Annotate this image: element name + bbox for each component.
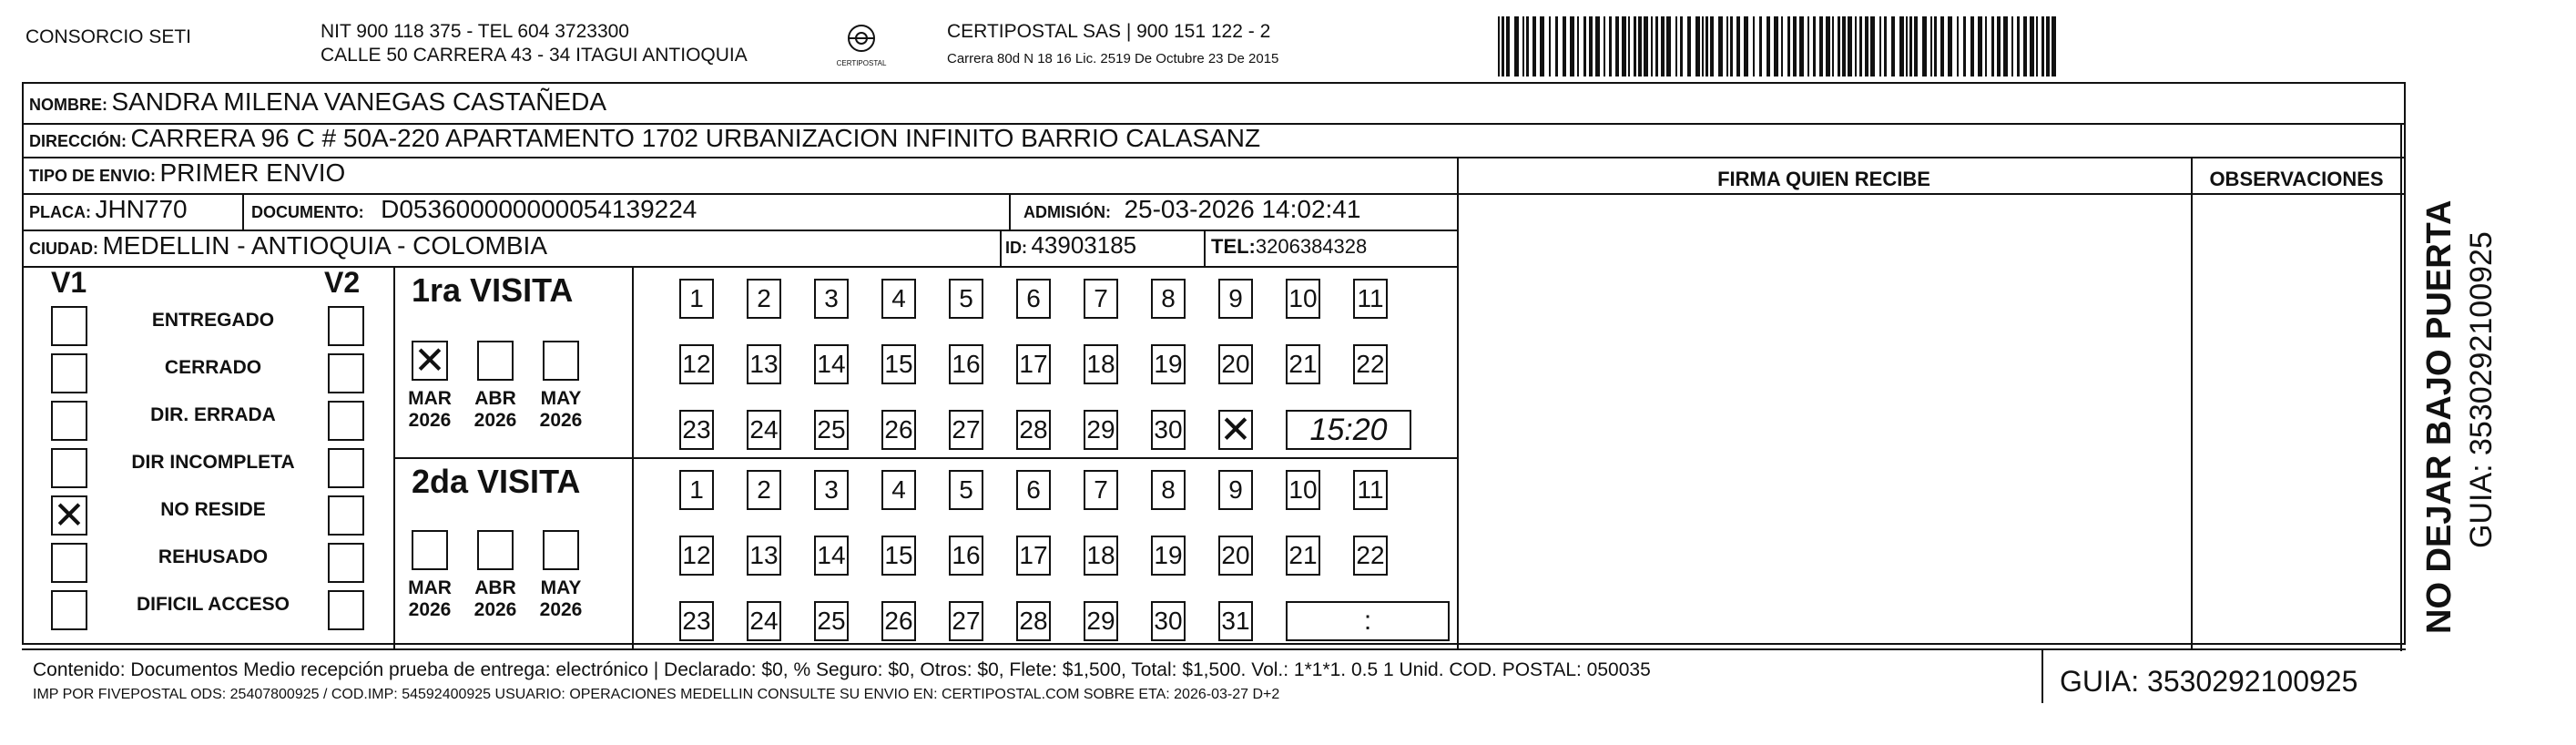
v1-check-mark: ✕ [53, 494, 86, 536]
v1-checkbox[interactable] [51, 448, 87, 488]
day-16[interactable]: 16 [949, 536, 983, 576]
footer-guia: GUIA: 3530292100925 [2060, 665, 2358, 698]
month-label: MAY [540, 577, 582, 598]
rule [1000, 230, 1002, 266]
day-8[interactable]: 8 [1151, 470, 1186, 510]
license-line: Carrera 80d N 18 16 Lic. 2519 De Octubre 23 De 2015 [947, 51, 1279, 66]
day-3[interactable]: 3 [814, 279, 849, 319]
day-6[interactable]: 6 [1016, 470, 1051, 510]
signature-header: FIRMA QUIEN RECIBE [1717, 168, 1930, 190]
month-label: MAR [408, 577, 452, 598]
certipostal-logo [836, 22, 887, 69]
content-line: Contenido: Documentos Medio recepción prueba de entrega: electrónico | Declarado: $0, % Seguro: $0, Otros: $0, Flete: $1,500, Total: $1,500. Vol.: 1*1*1. 0.5 1 Unid. COD. POSTAL: 050035 [33, 659, 1651, 680]
name-row [29, 87, 606, 117]
month-label: MAY [540, 388, 582, 409]
status-label: NO RESIDE [160, 499, 266, 520]
day-26[interactable]: 26 [881, 601, 916, 641]
id-number: 43903185 [1031, 231, 1137, 259]
admission-date: 25-03-2026 14:02:41 [1124, 195, 1361, 223]
day-14[interactable]: 14 [814, 344, 849, 384]
day-22[interactable]: 22 [1353, 536, 1388, 576]
day-4[interactable]: 4 [881, 470, 916, 510]
tel-label: TEL: [1211, 235, 1256, 258]
rule [22, 648, 2406, 650]
day-4[interactable]: 4 [881, 279, 916, 319]
day-30[interactable]: 30 [1151, 601, 1186, 641]
v1-checkbox[interactable] [51, 401, 87, 441]
day-22[interactable]: 22 [1353, 344, 1388, 384]
day-25[interactable]: 25 [814, 410, 849, 450]
v1-checkbox[interactable] [51, 306, 87, 346]
month-label: MAR [408, 388, 452, 409]
day-17[interactable]: 17 [1016, 344, 1051, 384]
send-type: PRIMER ENVIO [159, 158, 346, 187]
side-guia: GUIA: 3530292100925 [2464, 231, 2499, 548]
rule [393, 457, 1457, 459]
day-6[interactable]: 6 [1016, 279, 1051, 319]
day-1[interactable]: 1 [679, 279, 714, 319]
logo-text: CERTIPOSTAL [836, 59, 887, 67]
doc-label: DOCUMENTO: [251, 203, 364, 221]
day-14[interactable]: 14 [814, 536, 849, 576]
month-check-mark: ✕ [413, 339, 446, 382]
visit-time-field[interactable]: : [1286, 601, 1450, 641]
observations-header: OBSERVACIONES [2209, 168, 2384, 190]
id-row [1005, 231, 1136, 260]
day-25[interactable]: 25 [814, 601, 849, 641]
status-label: DIR INCOMPLETA [131, 452, 295, 473]
day-20[interactable]: 20 [1218, 536, 1253, 576]
address-row [29, 124, 1260, 153]
day-13[interactable]: 13 [747, 344, 781, 384]
v2-checkbox[interactable] [328, 353, 364, 393]
barcode [1498, 16, 2062, 77]
day-19[interactable]: 19 [1151, 536, 1186, 576]
status-label: DIFICIL ACCESO [136, 594, 290, 615]
month-checkbox-mar[interactable] [412, 530, 448, 570]
day-7[interactable]: 7 [1084, 279, 1118, 319]
day-23[interactable]: 23 [679, 410, 714, 450]
day-9[interactable]: 9 [1218, 279, 1253, 319]
day-10[interactable]: 10 [1286, 470, 1320, 510]
status-label: ENTREGADO [151, 310, 275, 331]
city: MEDELLIN - ANTIOQUIA - COLOMBIA [102, 231, 547, 260]
day-31[interactable]: 31 [1218, 601, 1253, 641]
month-label: ABR [474, 577, 516, 598]
rule [22, 157, 2406, 158]
document-number: D053600000000054139224 [381, 195, 697, 223]
observations-area[interactable] [2193, 195, 2398, 647]
year-label: 2026 [408, 599, 452, 620]
plate-label: PLACA: [29, 203, 91, 221]
year-label: 2026 [473, 410, 517, 431]
day-5[interactable]: 5 [949, 470, 983, 510]
day-10[interactable]: 10 [1286, 279, 1320, 319]
day-24[interactable]: 24 [747, 410, 781, 450]
rule [22, 266, 1459, 268]
year-label: 2026 [473, 599, 517, 620]
visit1-title: 1ra VISITA [412, 271, 574, 309]
v2-checkbox[interactable] [328, 401, 364, 441]
day-15[interactable]: 15 [881, 536, 916, 576]
status-label: CERRADO [164, 357, 262, 378]
day-1[interactable]: 1 [679, 470, 714, 510]
day-15[interactable]: 15 [881, 344, 916, 384]
day-30[interactable]: 30 [1151, 410, 1186, 450]
year-label: 2026 [539, 410, 583, 431]
month-checkbox-abr[interactable] [477, 530, 514, 570]
v2-label: V2 [324, 266, 361, 299]
day-13[interactable]: 13 [747, 536, 781, 576]
day-18[interactable]: 18 [1084, 536, 1118, 576]
no-dejar-warning: NO DEJAR BAJO PUERTA [2420, 199, 2459, 634]
day-16[interactable]: 16 [949, 344, 983, 384]
day-5[interactable]: 5 [949, 279, 983, 319]
v2-checkbox[interactable] [328, 590, 364, 630]
day-23[interactable]: 23 [679, 601, 714, 641]
day-3[interactable]: 3 [814, 470, 849, 510]
company-address: CALLE 50 CARRERA 43 - 34 ITAGUI ANTIOQUIA [321, 45, 748, 66]
send-type-row [29, 158, 345, 188]
v1-checkbox[interactable] [51, 543, 87, 583]
day-27[interactable]: 27 [949, 410, 983, 450]
day-12[interactable]: 12 [679, 536, 714, 576]
address-label: DIRECCIÓN: [29, 132, 127, 150]
v1-checkbox[interactable] [51, 353, 87, 393]
rule [1009, 193, 1011, 230]
visit-time-field[interactable]: 15:20 [1286, 410, 1411, 450]
recipient-address: CARRERA 96 C # 50A-220 APARTAMENTO 1702 URBANIZACION INFINITO BARRIO CALASANZ [130, 124, 1261, 152]
city-label: CIUDAD: [29, 240, 98, 258]
v2-checkbox[interactable] [328, 448, 364, 488]
month-label: ABR [474, 388, 516, 409]
day-20[interactable]: 20 [1218, 344, 1253, 384]
day-18[interactable]: 18 [1084, 344, 1118, 384]
year-label: 2026 [539, 599, 583, 620]
rule [632, 266, 634, 648]
v2-checkbox[interactable] [328, 543, 364, 583]
tel-row [1211, 235, 1367, 259]
day-11[interactable]: 11 [1353, 279, 1388, 319]
day-17[interactable]: 17 [1016, 536, 1051, 576]
id-label: ID: [1005, 239, 1027, 257]
nit-line: NIT 900 118 375 - TEL 604 3723300 [321, 21, 629, 42]
plate-row [29, 195, 188, 224]
document-row [251, 195, 697, 224]
company-name: CONSORCIO SETI [25, 26, 192, 47]
status-label: DIR. ERRADA [150, 404, 276, 425]
name-label: NOMBRE: [29, 96, 107, 114]
v2-checkbox[interactable] [328, 495, 364, 536]
day-28[interactable]: 28 [1016, 601, 1051, 641]
day-27[interactable]: 27 [949, 601, 983, 641]
v1-label: V1 [51, 266, 87, 299]
month-checkbox-may[interactable] [543, 530, 579, 570]
day-19[interactable]: 19 [1151, 344, 1186, 384]
day-21[interactable]: 21 [1286, 344, 1320, 384]
month-checkbox-may[interactable] [543, 341, 579, 381]
visit2-title: 2da VISITA [412, 463, 581, 500]
day-24[interactable]: 24 [747, 601, 781, 641]
day-2[interactable]: 2 [747, 470, 781, 510]
rule [242, 193, 244, 230]
tel-number: 3206384328 [1255, 235, 1368, 258]
send-type-label: TIPO DE ENVIO: [29, 167, 157, 185]
plate: JHN770 [95, 195, 188, 223]
rule [1204, 230, 1206, 266]
day-29[interactable]: 29 [1084, 410, 1118, 450]
day-7[interactable]: 7 [1084, 470, 1118, 510]
day-21[interactable]: 21 [1286, 536, 1320, 576]
day-29[interactable]: 29 [1084, 601, 1118, 641]
day-8[interactable]: 8 [1151, 279, 1186, 319]
day-9[interactable]: 9 [1218, 470, 1253, 510]
admission-row [1023, 195, 1360, 224]
day-2[interactable]: 2 [747, 279, 781, 319]
status-label: REHUSADO [158, 546, 269, 567]
v1-checkbox[interactable] [51, 590, 87, 630]
day-check-mark: ✕ [1219, 408, 1252, 451]
day-12[interactable]: 12 [679, 344, 714, 384]
month-checkbox-abr[interactable] [477, 341, 514, 381]
city-row [29, 231, 547, 260]
signature-area[interactable] [1459, 195, 2189, 647]
year-label: 2026 [408, 410, 452, 431]
admission-label: ADMISIÓN: [1023, 203, 1111, 221]
rule [2400, 123, 2402, 651]
recipient-name: SANDRA MILENA VANEGAS CASTAÑEDA [111, 87, 607, 116]
imp-line: IMP POR FIVEPOSTAL ODS: 25407800925 / COD.IMP: 54592400925 USUARIO: OPERACIONES MEDELLIN CONSULTE SU ENVIO EN: CERTIPOSTAL.COM SOBRE ETA: 2026-03-27 D+2 [33, 687, 1280, 702]
rule [2041, 648, 2043, 703]
day-11[interactable]: 11 [1353, 470, 1388, 510]
day-28[interactable]: 28 [1016, 410, 1051, 450]
v2-checkbox[interactable] [328, 306, 364, 346]
day-26[interactable]: 26 [881, 410, 916, 450]
carrier-line: CERTIPOSTAL SAS | 900 151 122 - 2 [947, 21, 1271, 42]
